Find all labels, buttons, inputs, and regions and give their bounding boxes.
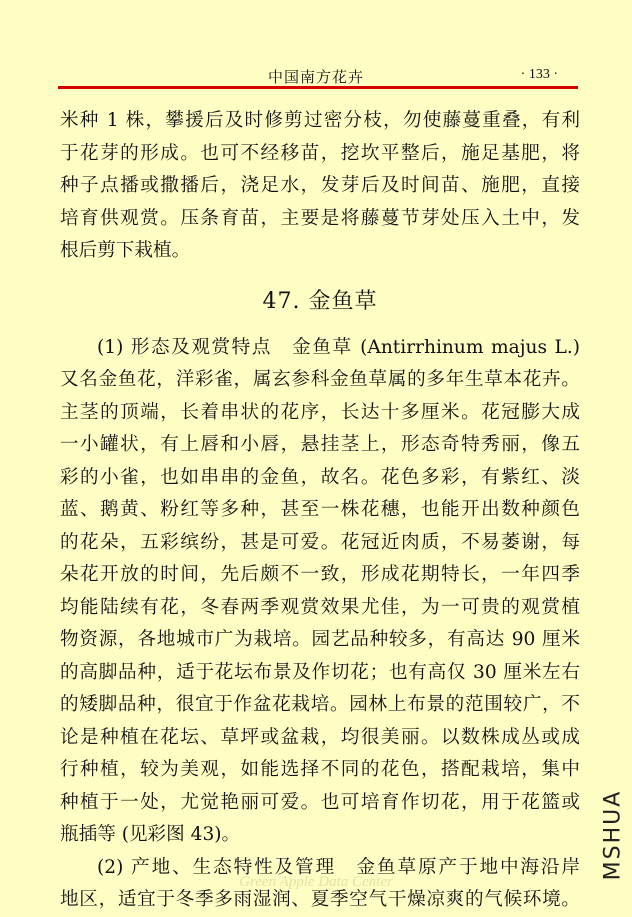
text-line: 彩的小雀，也如串串的金鱼，故名。花色多彩，有紫红、淡 (60, 466, 580, 488)
text-line: 种植于一处，尤觉艳丽可爱。也可培育作切花，用于花篮或 (60, 791, 580, 813)
text-line: 行种植，较为美观，如能选择不同的花色，搭配栽培，集中 (60, 759, 580, 780)
text-line: 于花芽的形成。也可不经移苗，挖坎平整后，施足基肥，将 (60, 142, 580, 164)
text-line: 根后剪下栽植。 (60, 240, 191, 261)
text-line: 米种 1 株，攀援后及时修剪过密分枝，勿使藤蔓重叠，有利 (60, 110, 580, 131)
text-line: 朵花开放的时间，先后颇不一致，形成花期特长，一年四季 (60, 564, 580, 585)
footer-watermark: Green Apple Data Center (239, 874, 393, 890)
running-header (58, 62, 578, 88)
text-line: 的高脚品种，适于花坛布景及作切花；也有高仅 30 厘米左右 (60, 661, 580, 683)
text-line: 的矮脚品种，很宜于作盆花栽培。园林上布景的范围较广，不 (60, 694, 580, 715)
text-line: 主茎的顶端，长着串状的花序，长达十多厘米。花冠膨大成 (60, 401, 580, 423)
text-line: 培育供观赏。压条育苗，主要是将藤蔓节芽处压入土中，发 (60, 207, 580, 229)
text-line: 物资源，各地城市广为栽培。园艺品种较多，有高达 90 厘米 (60, 629, 580, 650)
text-line: 瓶插等 (见彩图 43)。 (60, 824, 241, 845)
text-line: 一小罐状，有上唇和小唇，悬挂茎上，形态奇特秀丽，像五 (60, 434, 580, 455)
page-number: · 133 · (520, 67, 558, 82)
text-line: (1) 形态及观赏特点 金鱼草 (Antirrhinum majus L.) (97, 336, 580, 358)
text-line: 的花朵，五彩缤纷，甚是可爱。花冠近肉质，不易萎谢，每 (60, 531, 580, 553)
header-rule (58, 86, 578, 89)
section-title: 47. 金鱼草 (262, 288, 378, 314)
text-line: 种子点播或撒播后，浇足水，发芽后及时间苗、施肥，直接 (60, 175, 580, 196)
text-line: 均能陆续有花，冬春两季观赏效果尤佳，为一可贵的观赏植 (60, 596, 580, 618)
text-line: 又名金鱼花，洋彩雀，属玄参科金鱼草属的多年生草本花卉。 (60, 369, 580, 390)
text-line: 蓝、鹅黄、粉红等多种，甚至一株花穗，也能开出数种颜色 (60, 499, 580, 520)
text-line: (2) 产地、生态特性及管理 金鱼草原产于地中海沿岸 (97, 856, 580, 878)
book-title: 中国南方花卉 (268, 68, 365, 86)
side-watermark-text: MSHUA (600, 789, 626, 881)
paragraph-morphology (60, 332, 580, 852)
paragraph-continued (60, 105, 580, 268)
text-line: 地区，适宜于冬季多雨湿润、夏季空气干燥凉爽的气候环境。 (60, 889, 580, 910)
page-body (60, 105, 580, 917)
text-line: 论是种植在花坛、草坪或盆栽，均很美丽。以数株成丛或成 (60, 726, 580, 748)
